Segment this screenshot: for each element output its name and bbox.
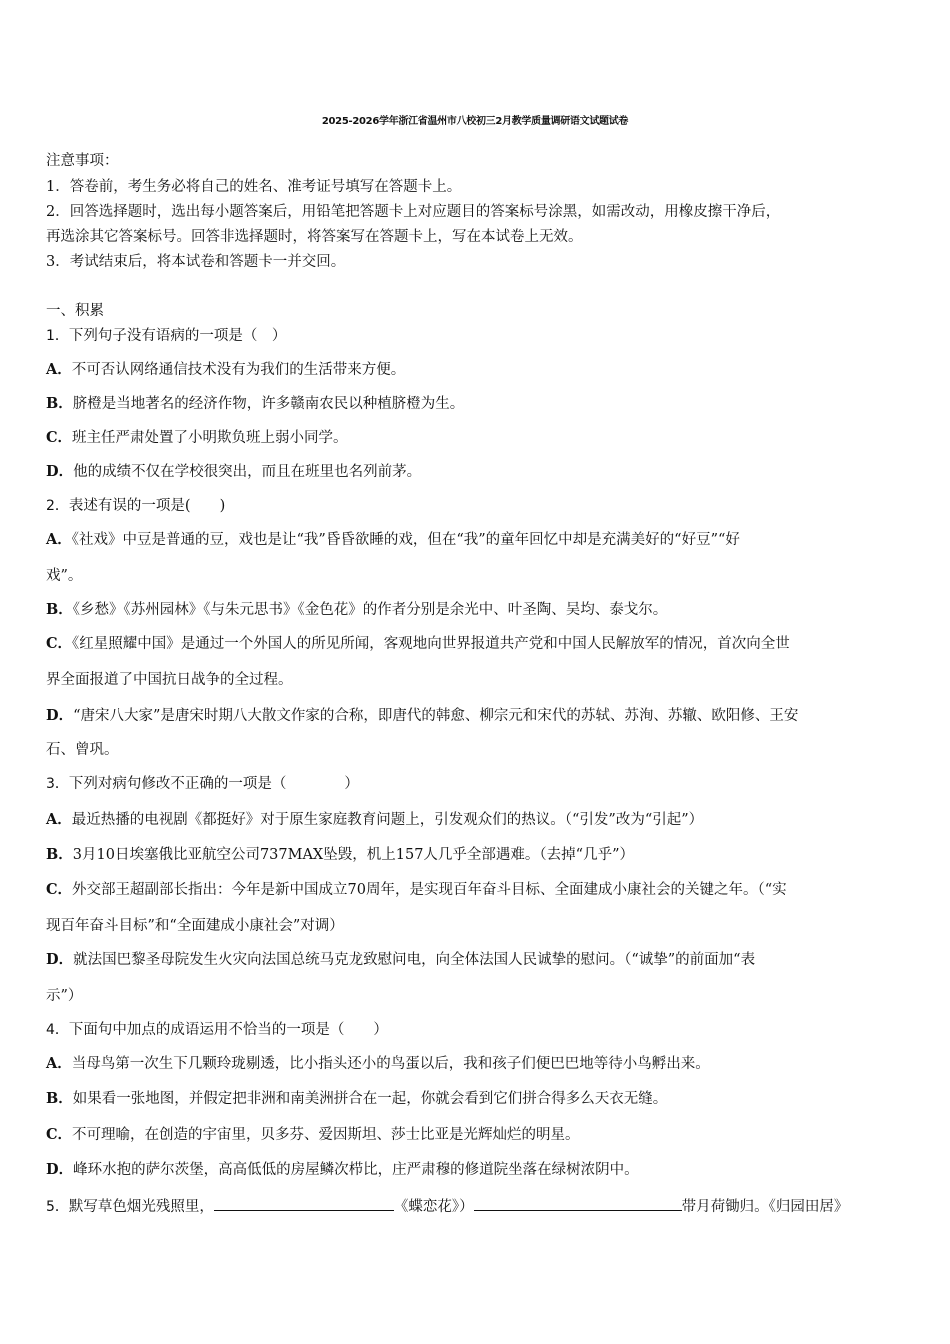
- notice-line: 1．答卷前，考生务必将自己的姓名、准考证号填写在答题卡上。: [46, 179, 462, 195]
- question-3-option-c-cont: 现百年奋斗目标”和“全面建成小康社会”对调）: [46, 918, 344, 934]
- question-number: 5．: [46, 1199, 69, 1215]
- option-text: 外交部王超副部长指出：今年是新中国成立70周年，是实现百年奋斗目标、全面建成小康社会的关键之年。（“实: [72, 882, 787, 898]
- option-label: B．: [46, 395, 73, 412]
- option-label: A．: [46, 531, 72, 548]
- question-1-stem: [46, 326, 914, 346]
- question-text: 《蝶恋花》）: [393, 1199, 474, 1215]
- option-label: D．: [46, 463, 74, 480]
- question-2-stem: [46, 496, 914, 516]
- option-text: 如果看一张地图，并假定把非洲和南美洲拼合在一起，你就会看到它们拼合得多么天衣无缝。: [72, 1091, 668, 1107]
- question-3-option-d: [46, 950, 914, 970]
- question-text: 默写草色烟光残照里，: [68, 1199, 214, 1215]
- page-title: 2025-2026学年浙江省温州市八校初三2月教学质量调研语文试题试卷: [321, 116, 629, 127]
- option-text: “唐宋八大家”是唐宋时期八大散文作家的合称，即唐代的韩愈、柳宗元和宋代的苏轼、苏洵、苏辙、欧阳修、王安: [73, 708, 799, 724]
- question-2-option-d: [46, 706, 914, 726]
- notice-line: 3．考试结束后，将本试卷和答题卡一并交回。: [46, 254, 346, 270]
- question-4-option-d: [46, 1160, 914, 1180]
- question-text: 下列对病句修改不正确的一项是（ ）: [68, 776, 359, 792]
- question-3-option-c: [46, 880, 914, 900]
- notice-heading: 注意事项：: [46, 153, 119, 169]
- option-text: 《社戏》中豆是普通的豆，戏也是让“我”昏昏欲睡的戏，但在“我”的童年回忆中却是充满美好的“好豆”“好: [71, 532, 740, 548]
- question-4-option-b: [46, 1089, 914, 1109]
- option-text: 就法国巴黎圣母院发生火灾向法国总统马克龙致慰问电，向全体法国人民诚挚的慰问。（“诚挚”的前面加“表: [73, 952, 756, 968]
- option-label: C．: [46, 635, 73, 652]
- notice-line: 再选涂其它答案标号。回答非选择题时，将答案写在答题卡上，写在本试卷上无效。: [46, 229, 583, 245]
- option-label: C．: [46, 881, 73, 898]
- option-label: C．: [46, 429, 73, 446]
- question-number: 3．: [46, 776, 69, 792]
- option-label: A．: [46, 1055, 72, 1072]
- option-text: 当母鸟第一次生下几颗玲珑剔透，比小指头还小的鸟蛋以后，我和孩子们便巴巴地等待小鸟孵出来。: [71, 1056, 710, 1072]
- question-1-option-d: [46, 462, 914, 482]
- question-4-stem: [46, 1020, 914, 1040]
- option-text: 不可否认网络通信技术没有为我们的生活带来方便。: [71, 362, 406, 378]
- option-label: D．: [46, 951, 74, 968]
- answer-blank[interactable]: [474, 1196, 682, 1211]
- question-4-option-c: [46, 1125, 914, 1145]
- question-1-option-c: [46, 428, 914, 448]
- question-number: 2．: [46, 498, 69, 514]
- question-4-option-a: [46, 1054, 914, 1074]
- question-3-option-b: [46, 845, 914, 865]
- question-text: 带月荷锄归。《归园田居》: [681, 1199, 849, 1215]
- option-text: 不可理喻，在创造的宇宙里，贝多芬、爱因斯坦、莎士比亚是光辉灿烂的明星。: [72, 1127, 580, 1143]
- option-text: 峰环水抱的萨尔茨堡，高高低低的房屋鳞次栉比，庄严肃穆的修道院坐落在绿树浓阴中。: [73, 1162, 639, 1178]
- question-number: 1．: [46, 328, 69, 344]
- option-label: C．: [46, 1126, 73, 1143]
- option-label: D．: [46, 707, 74, 724]
- question-2-option-c-cont: 界全面报道了中国抗日战争的全过程。: [46, 672, 293, 688]
- question-2-option-a-cont: 戏”。: [46, 568, 83, 584]
- question-text: 下面句中加点的成语运用不恰当的一项是（ ）: [68, 1022, 388, 1038]
- section-heading: 一、积累: [46, 303, 104, 319]
- option-text: 最近热播的电视剧《都挺好》对于原生家庭教育问题上，引发观众们的热议。（“引发”改为“引起”）: [71, 812, 704, 828]
- option-label: B．: [46, 846, 73, 863]
- option-label: B．: [46, 601, 73, 618]
- question-1-option-a: [46, 360, 914, 380]
- question-1-option-b: [46, 394, 914, 414]
- question-3-option-d-cont: 示”）: [46, 988, 83, 1004]
- option-label: A．: [46, 811, 72, 828]
- question-2-option-a: [46, 530, 914, 550]
- option-text: 3月10日埃塞俄比亚航空公司737MAX坠毁，机上157人几乎全部遇难。（去掉“几乎”）: [72, 847, 635, 863]
- option-label: D．: [46, 1161, 74, 1178]
- option-text: 班主任严肃处置了小明欺负班上弱小同学。: [72, 430, 348, 446]
- question-text: 下列句子没有语病的一项是（ ）: [68, 328, 287, 344]
- notice-line: 2．回答选择题时，选出每小题答案后，用铅笔把答题卡上对应题目的答案标号涂黑，如需改动，用橡皮擦干净后，: [46, 204, 781, 220]
- option-label: B．: [46, 1090, 73, 1107]
- question-5-stem: [46, 1196, 914, 1217]
- option-label: A．: [46, 361, 72, 378]
- answer-blank[interactable]: [214, 1196, 394, 1211]
- question-2-option-c: [46, 634, 914, 654]
- option-text: 《红星照耀中国》是通过一个外国人的所见所闻，客观地向世界报道共产党和中国人民解放军的情况，首次向全世: [72, 636, 790, 652]
- question-text: 表述有误的一项是( ): [68, 498, 226, 514]
- question-2-option-b: [46, 600, 914, 620]
- option-text: 他的成绩不仅在学校很突出，而且在班里也名列前茅。: [73, 464, 422, 480]
- option-text: 《乡愁》《苏州园林》《与朱元思书》《金色花》的作者分别是余光中、叶圣陶、吴均、泰戈尔。: [72, 602, 668, 618]
- question-number: 4．: [46, 1022, 69, 1038]
- question-3-stem: [46, 774, 914, 794]
- option-text: 脐橙是当地著名的经济作物，许多赣南农民以种植脐橙为生。: [72, 396, 465, 412]
- question-3-option-a: [46, 810, 914, 830]
- question-2-option-d-cont: 石、曾巩。: [46, 742, 119, 758]
